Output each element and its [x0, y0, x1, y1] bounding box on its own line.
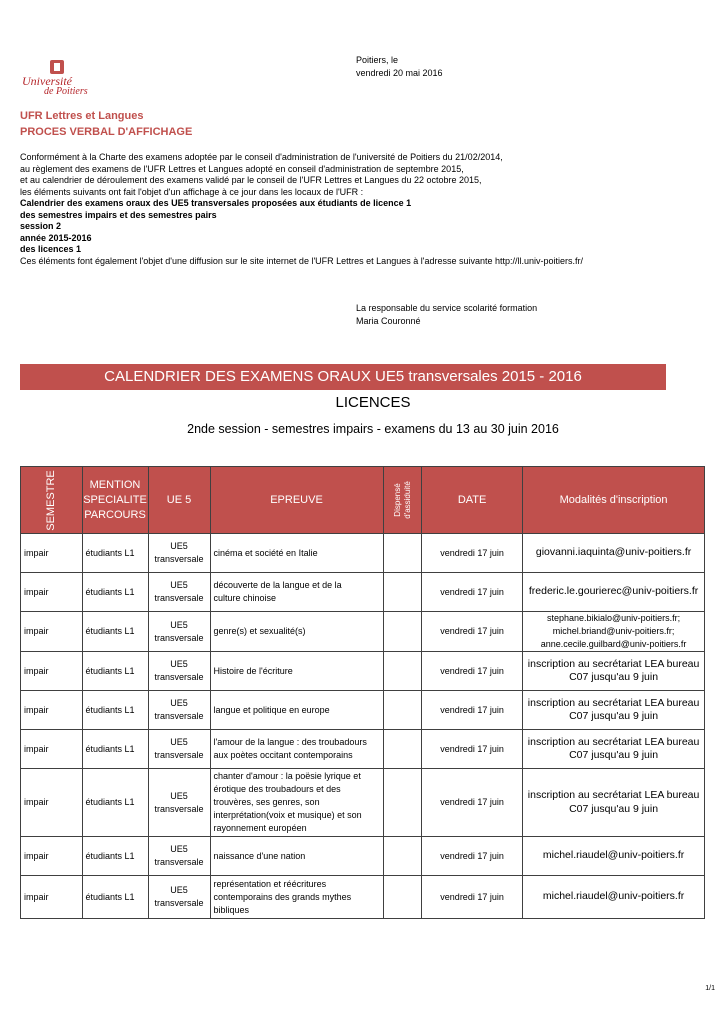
cell-epreuve-line: interprétation(voix et musique) et son — [213, 810, 362, 820]
cell-ue-line: UE5 — [170, 885, 188, 895]
header-mention-line: MENTION — [89, 478, 141, 491]
logo-subname: de Poitiers — [44, 86, 88, 97]
cell-epreuve — [210, 691, 383, 730]
header-ue: UE 5 — [148, 467, 210, 534]
cell-epreuve-line: représentation et réécritures — [213, 878, 327, 889]
cell-epreuve — [210, 573, 383, 612]
place-date — [356, 54, 443, 80]
cell-ue — [148, 612, 210, 652]
logo-name: Université — [22, 74, 72, 88]
header-dispense-line: d'assiduité — [402, 481, 412, 519]
cell-ue — [148, 769, 210, 837]
cell-modalites-line: C07 jusqu'au 9 juin — [569, 802, 659, 815]
cell-epreuve-line: découverte de la langue et de la — [213, 580, 342, 590]
cell-modalites-line: C07 jusqu'au 9 juin — [569, 749, 659, 761]
cell-ue — [148, 534, 210, 573]
cell-semestre: impair — [21, 876, 83, 919]
cell-modalites — [523, 876, 705, 919]
cell-ue-line: transversale — [154, 554, 204, 564]
table-row — [21, 652, 705, 691]
cell-modalites-line: inscription au secrétariat LEA bureau — [527, 696, 700, 709]
cell-ue-line: transversale — [154, 803, 204, 814]
university-logo — [22, 60, 94, 100]
cell-epreuve — [210, 769, 383, 837]
cell-modalites-line: inscription au secrétariat LEA bureau — [527, 657, 700, 670]
cell-semestre: impair — [21, 534, 83, 573]
cell-modalites-line: C07 jusqu'au 9 juin — [569, 710, 659, 722]
cell-dispense — [383, 612, 422, 652]
cell-epreuve-line: cinéma et société en Italie — [213, 547, 318, 558]
ufr-heading — [20, 108, 192, 140]
cell-semestre: impair — [21, 652, 83, 691]
table-row — [21, 730, 705, 769]
cell-epreuve-line: l'amour de la langue : des troubadours — [213, 737, 367, 747]
cell-epreuve-line: aux poètes occitant contemporains — [213, 750, 353, 760]
cell-dispense — [383, 769, 422, 837]
cell-dispense — [383, 691, 422, 730]
cell-modalites-line: michel.briand@univ-poitiers.fr; — [552, 626, 675, 636]
intro-line: Conformément à la Charte des examens adoptée par le conseil d'administration de l'université de Poitiers du 21/02/2014, — [20, 152, 503, 162]
intro-bold-line: année 2015-2016 — [20, 232, 92, 243]
cell-epreuve — [210, 876, 383, 919]
cell-modalites — [523, 652, 705, 691]
table-row — [21, 691, 705, 730]
cell-modalites-line: inscription au secrétariat LEA bureau — [527, 789, 700, 801]
cell-semestre: impair — [21, 573, 83, 612]
cell-semestre: impair — [21, 730, 83, 769]
intro-closing: Ces éléments font également l'objet d'une diffusion sur le site internet de l'UFR Lettres et Langues à l'adresse suivante http://ll.univ-poitiers.fr/ — [20, 255, 584, 266]
cell-date: vendredi 17 juin — [422, 730, 523, 769]
cell-epreuve — [210, 612, 383, 652]
table-row — [21, 534, 705, 573]
header-semestre — [21, 467, 83, 534]
cell-modalites-line: stephane.bikialo@univ-poitiers.fr; — [546, 613, 681, 623]
cell-ue-line: transversale — [154, 750, 204, 760]
cell-ue-line: transversale — [154, 857, 204, 867]
cell-epreuve-line: langue et politique en europe — [213, 704, 330, 715]
session-title: 2nde session - semestres impairs - examens du 13 au 30 juin 2016 — [187, 422, 559, 436]
cell-ue-line: UE5 — [170, 541, 188, 551]
cell-modalites — [523, 730, 705, 769]
header-date: DATE — [422, 467, 523, 534]
cell-modalites-line: giovanni.iaquinta@univ-poitiers.fr — [535, 546, 692, 559]
cell-dispense — [383, 837, 422, 876]
cell-ue-line: UE5 — [170, 698, 188, 708]
table-row — [21, 573, 705, 612]
cell-epreuve-line: rayonnement européen — [213, 823, 307, 833]
intro-bold-line: session 2 — [20, 221, 62, 231]
header-mention — [82, 467, 148, 534]
cell-mention: étudiants L1 — [82, 691, 148, 730]
cell-date: vendredi 17 juin — [422, 612, 523, 652]
cell-epreuve-line: Histoire de l'écriture — [213, 665, 293, 676]
cell-epreuve-line: chanter d'amour : la poësie lyrique et — [213, 771, 361, 781]
cell-epreuve — [210, 652, 383, 691]
table-row — [21, 769, 705, 837]
intro-line: les éléments suivants ont fait l'objet d'un affichage à ce jour dans les locaux de l'UFR : — [20, 186, 364, 197]
cell-mention: étudiants L1 — [82, 534, 148, 573]
table-row — [21, 837, 705, 876]
cell-epreuve-line: contemporains des grands mythes — [213, 891, 352, 902]
header-dispense — [383, 467, 422, 534]
cell-epreuve-line: naissance d'une nation — [213, 850, 306, 861]
cell-date: vendredi 17 juin — [422, 534, 523, 573]
table-row — [21, 612, 705, 652]
cell-modalites-line: C07 jusqu'au 9 juin — [569, 671, 659, 683]
signature-role: La responsable du service scolarité formation — [356, 303, 538, 313]
cell-semestre: impair — [21, 691, 83, 730]
page-number: 1/1 — [705, 985, 715, 992]
exam-table — [20, 466, 705, 919]
cell-ue-line: transversale — [154, 898, 204, 908]
intro-bold-line: des licences 1 — [20, 244, 82, 254]
header-modalites: Modalités d'inscription — [523, 467, 705, 534]
cell-ue-line: UE5 — [170, 737, 188, 747]
cell-epreuve-line: trouvères, ses genres, son — [213, 797, 320, 807]
cell-dispense — [383, 730, 422, 769]
cell-mention: étudiants L1 — [82, 769, 148, 837]
cell-ue — [148, 573, 210, 612]
cell-epreuve-line: culture chinoise — [213, 593, 277, 603]
cell-modalites — [523, 612, 705, 652]
cell-date: vendredi 17 juin — [422, 876, 523, 919]
cell-mention: étudiants L1 — [82, 612, 148, 652]
header-mention-line: PARCOURS — [84, 508, 146, 521]
cell-ue — [148, 730, 210, 769]
cell-ue-line: UE5 — [170, 659, 188, 669]
cell-ue-line: transversale — [154, 711, 204, 721]
cell-modalites — [523, 837, 705, 876]
cell-dispense — [383, 652, 422, 691]
cell-ue-line: UE5 — [170, 580, 188, 590]
cell-semestre: impair — [21, 837, 83, 876]
cell-semestre: impair — [21, 612, 83, 652]
header-mention-line: SPECIALITE — [83, 493, 147, 506]
cell-dispense — [383, 534, 422, 573]
cell-dispense — [383, 573, 422, 612]
intro-text — [20, 152, 710, 267]
cell-dispense — [383, 876, 422, 919]
cell-ue — [148, 691, 210, 730]
cell-modalites — [523, 769, 705, 837]
cell-ue — [148, 876, 210, 919]
intro-line: au règlement des examens de l'UFR Lettres et Langues adopté en conseil d'administration de septembre 2015, — [20, 163, 464, 174]
ufr-title: UFR Lettres et Langues — [20, 110, 144, 122]
cell-epreuve — [210, 534, 383, 573]
signature-name: Maria Couronné — [356, 315, 421, 326]
cell-mention: étudiants L1 — [82, 652, 148, 691]
header-epreuve: EPREUVE — [210, 467, 383, 534]
cell-ue-line: transversale — [154, 672, 204, 682]
signature — [356, 302, 537, 327]
cell-date: vendredi 17 juin — [422, 769, 523, 837]
cell-epreuve — [210, 730, 383, 769]
cell-ue — [148, 652, 210, 691]
cell-ue — [148, 837, 210, 876]
place-line: Poitiers, le — [356, 55, 399, 65]
cell-mention: étudiants L1 — [82, 876, 148, 919]
cell-modalites — [523, 691, 705, 730]
cell-mention: étudiants L1 — [82, 837, 148, 876]
cell-modalites-line: michel.riaudel@univ-poitiers.fr — [542, 849, 685, 862]
crest-icon — [50, 60, 64, 74]
calendar-banner: CALENDRIER DES EXAMENS ORAUX UE5 transversales 2015 - 2016 — [20, 364, 666, 390]
header-dispense-line: Dispensé — [392, 483, 402, 517]
cell-ue-line: transversale — [154, 632, 204, 643]
cell-modalites — [523, 573, 705, 612]
cell-epreuve — [210, 837, 383, 876]
cell-modalites-line: michel.riaudel@univ-poitiers.fr — [542, 890, 685, 903]
cell-ue-line: UE5 — [170, 790, 188, 801]
pv-title: PROCES VERBAL D'AFFICHAGE — [20, 126, 193, 138]
cell-ue-line: UE5 — [170, 844, 188, 854]
cell-mention: étudiants L1 — [82, 730, 148, 769]
cell-modalites-line: frederic.le.gourierec@univ-poitiers.fr — [528, 585, 699, 598]
cell-ue-line: UE5 — [170, 619, 188, 630]
intro-bold-line: des semestres impairs et des semestres pairs — [20, 209, 217, 220]
cell-epreuve-line: bibliques — [213, 904, 250, 915]
header-row — [21, 467, 705, 534]
cell-date: vendredi 17 juin — [422, 691, 523, 730]
date-line: vendredi 20 mai 2016 — [356, 68, 443, 78]
intro-bold-line: Calendrier des examens oraux des UE5 transversales proposées aux étudiants de licence 1 — [20, 198, 412, 208]
cell-date: vendredi 17 juin — [422, 837, 523, 876]
cell-ue-line: transversale — [154, 593, 204, 603]
intro-line: et au calendrier de déroulement des examens validé par le conseil de l'UFR Lettres et Langues du 22 octobre 2015, — [20, 175, 482, 185]
licences-title: LICENCES — [335, 394, 411, 411]
header-semestre-label: SEMESTRE — [44, 469, 57, 531]
cell-epreuve-line: érotique des troubadours et des — [213, 784, 341, 794]
header-dispense-label — [392, 481, 412, 519]
cell-modalites-line: inscription au secrétariat LEA bureau — [527, 735, 700, 748]
cell-epreuve-line: genre(s) et sexualité(s) — [213, 626, 306, 636]
cell-semestre: impair — [21, 769, 83, 837]
cell-mention: étudiants L1 — [82, 573, 148, 612]
cell-modalites-line: anne.cecile.guilbard@univ-poitiers.fr — [540, 639, 687, 649]
cell-date: vendredi 17 juin — [422, 652, 523, 691]
table-row — [21, 876, 705, 919]
cell-modalites — [523, 534, 705, 573]
cell-date: vendredi 17 juin — [422, 573, 523, 612]
